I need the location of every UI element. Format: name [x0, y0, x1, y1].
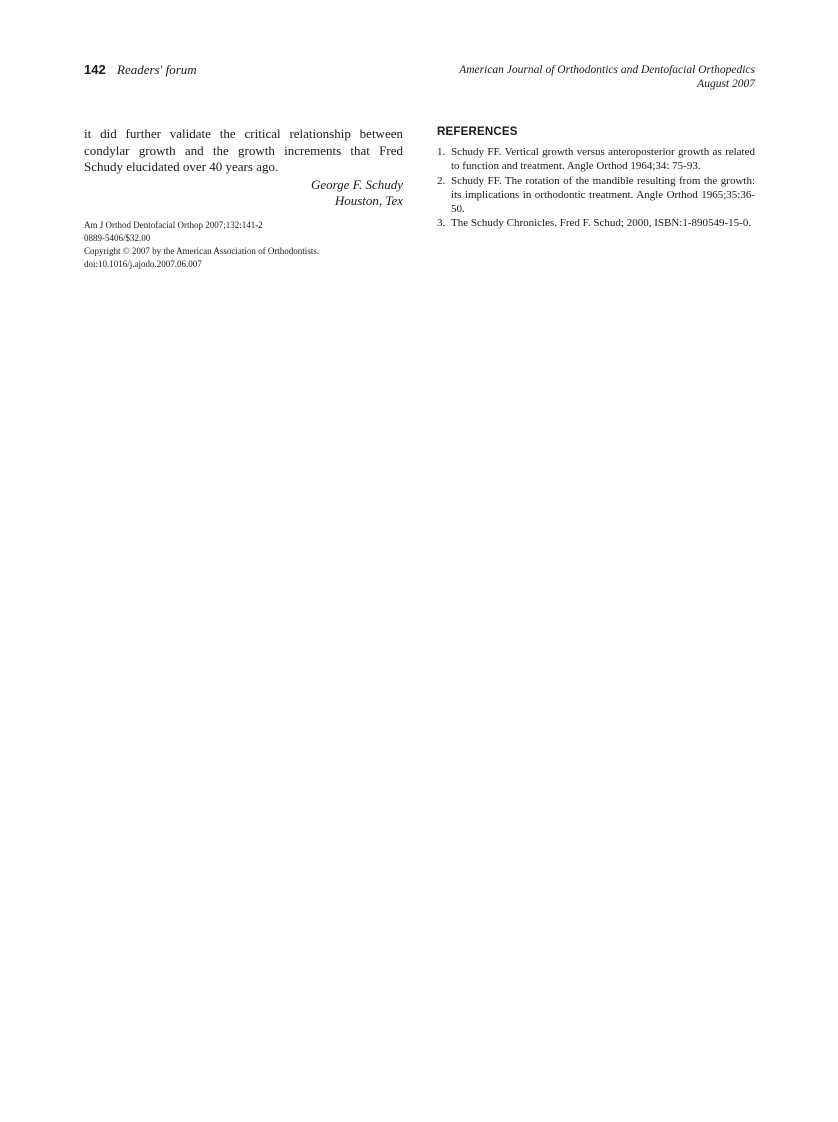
reference-number: 2. — [437, 174, 446, 187]
reference-text: The Schudy Chronicles. Fred F. Schud; 2000, ISBN:1-890549-15-0. — [451, 217, 752, 230]
author-location: Houston, Tex — [334, 192, 403, 208]
doi-line: doi:10.1016/j.ajodo.2007.06.007 — [84, 258, 202, 269]
reference-text: Schudy FF. The rotation of the mandible resulting from the growth: its implications in orthodontic treatment. Angle Orthod 1965;35:36-50. — [451, 174, 755, 216]
references-column — [437, 126, 755, 231]
issn-line: 0889-5406/$32.00 — [84, 232, 151, 243]
section-title: Readers' forum — [117, 62, 197, 77]
reference-number: 3. — [437, 217, 446, 230]
issue-date: August 2007 — [697, 78, 755, 90]
reference-item — [437, 216, 755, 230]
page-number: 142 — [84, 62, 106, 77]
publication-info — [84, 219, 403, 271]
reference-number: 1. — [437, 146, 446, 158]
reference-item — [437, 174, 755, 217]
signature-block — [84, 177, 403, 209]
letter-column — [84, 126, 403, 271]
author-name: George F. Schudy — [310, 176, 403, 192]
references-heading: REFERENCES — [437, 126, 518, 138]
journal-title: American Journal of Orthodontics and Dentofacial Orthopedics — [459, 64, 755, 76]
running-header — [395, 63, 755, 91]
letter-body: it did further validate the critical relationship between condylar growth and the growth increments that Fred Schudy elucidated over 40 years ago. — [84, 126, 403, 174]
references-list — [437, 145, 755, 231]
reference-item — [437, 145, 755, 174]
copyright-line: Copyright © 2007 by the American Association of Orthodontists. — [84, 245, 320, 256]
citation-line: Am J Orthod Dentofacial Orthop 2007;132:141-2 — [84, 219, 263, 230]
reference-text: Schudy FF. Vertical growth versus anteroposterior growth as related to function and treatment. Angle Orthod 1964;34: 75-93. — [451, 146, 755, 173]
